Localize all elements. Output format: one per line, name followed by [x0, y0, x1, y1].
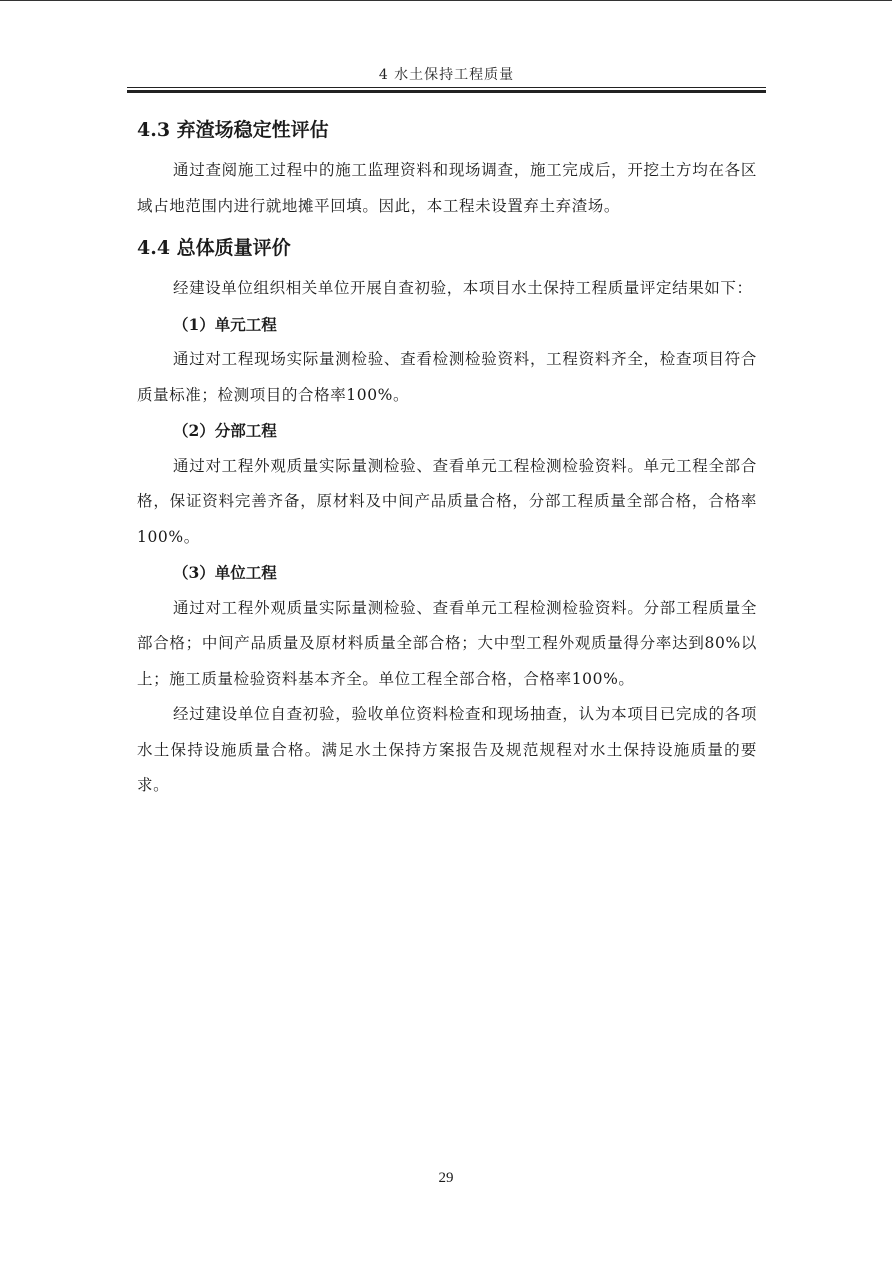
- unit-project-text: 通过对工程现场实际量测检验、查看检测检验资料，工程资料齐全，检查项目符合质量标准；检测项目的合格率100%。: [137, 350, 757, 404]
- conclusion-paragraph: 经过建设单位自查初验，验收单位资料检查和现场抽查，认为本项目已完成的各项水土保持设施质量合格。满足水土保持方案报告及规范规程对水土保持设施质量的要求。: [137, 705, 757, 794]
- page-content: [137, 112, 757, 804]
- page-number: 29: [438, 1170, 454, 1186]
- section-4-4-intro: 经建设单位组织相关单位开展自查初验，本项目水土保持工程质量评定结果如下：: [173, 279, 753, 297]
- running-header: 4 水土保持工程质量: [378, 67, 515, 83]
- page-top-border: [0, 0, 892, 1]
- section-4-3-paragraph: 通过查阅施工过程中的施工监理资料和现场调查，施工完成后，开挖土方均在各区域占地范围内进行就地摊平回填。因此，本工程未设置弃土弃渣场。: [137, 161, 757, 215]
- division-project-text: 通过对工程外观质量实际量测检验、查看单元工程检测检验资料。单元工程全部合格，保证资料完善齐备，原材料及中间产品质量合格，分部工程质量全部合格，合格率100%。: [137, 456, 757, 546]
- unit-engineering-text: 通过对工程外观质量实际量测检验、查看单元工程检测检验资料。分部工程质量全部合格；中间产品质量及原材料质量全部合格；大中型工程外观质量得分率达到80%以上；施工质量检验资料基本齐全。单位工程全部合格，合格率100%。: [137, 598, 757, 688]
- header-rule-thick: [127, 90, 766, 93]
- section-4-4-title: 4.4 总体质量评价: [137, 237, 291, 259]
- section-4-3-title: 4.3 弃渣场稳定性评估: [137, 119, 329, 141]
- unit-engineering-title: （3）单位工程: [173, 563, 277, 582]
- header-rule-thin: [127, 87, 766, 88]
- unit-project-title: （1）单元工程: [173, 314, 277, 334]
- division-project-title: （2）分部工程: [173, 421, 277, 440]
